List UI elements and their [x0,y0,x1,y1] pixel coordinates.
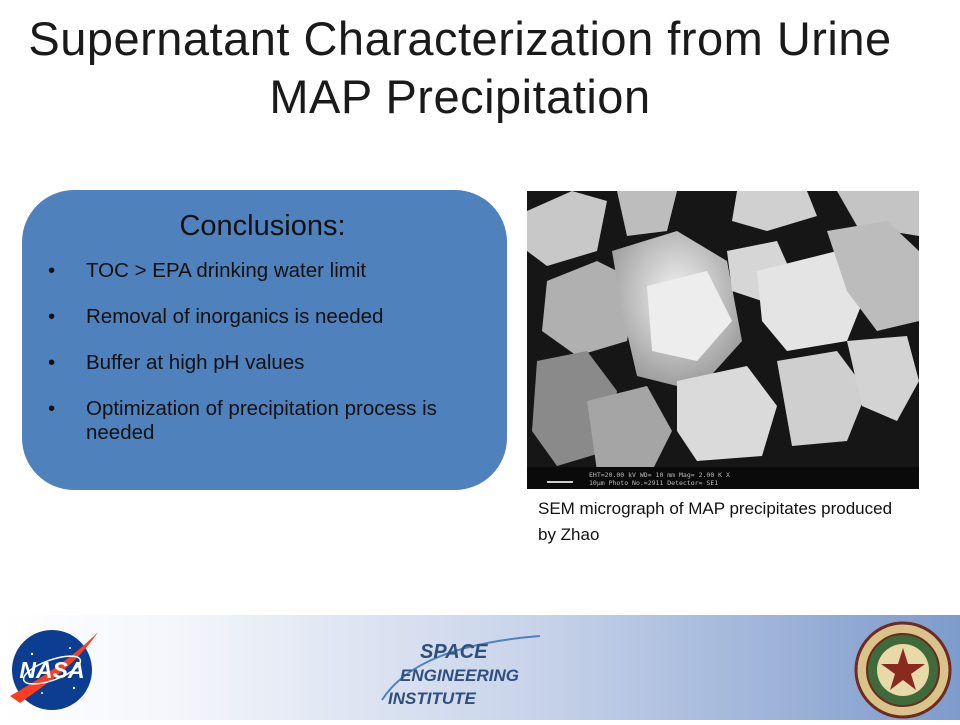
figure-caption: SEM micrograph of MAP precipitates produced by Zhao [538,499,893,544]
bullet-icon: • [48,305,56,328]
list-item-text: Buffer at high pH values [86,351,305,374]
sei-line-3: INSTITUTE [388,689,476,708]
bullet-icon: • [48,397,56,420]
space-engineering-institute-logo [380,632,550,710]
list-item [48,351,477,375]
slide-title: Supernatant Characterization from Urine MAP Precipitation [28,12,892,123]
sei-line-2: ENGINEERING [400,666,520,685]
micrograph-info-text: 10µm Photo No.=2911 Detector= SE1 [589,479,719,487]
list-item [48,305,477,329]
sem-micrograph-image [527,191,919,489]
conclusions-heading: Conclusions: [179,210,346,242]
list-item [48,397,477,445]
list-item-text: Optimization of precipitation process is needed [86,397,437,444]
conclusions-list [48,259,477,445]
nasa-logo [2,618,102,718]
sei-line-1: SPACE [420,641,488,663]
svg-text:NASA: NASA [19,657,85,683]
bullet-icon: • [48,351,56,374]
conclusions-box [22,190,507,490]
bullet-icon: • [48,259,56,282]
texas-am-university-seal [853,620,953,720]
micrograph-drawing [527,191,919,489]
list-item-text: TOC > EPA drinking water limit [86,259,367,282]
list-item [48,259,477,283]
list-item-text: Removal of inorganics is needed [86,305,384,328]
micrograph-info-text: EHT=20.00 kV WD= 10 mm Mag= 2.00 K X [589,471,730,479]
